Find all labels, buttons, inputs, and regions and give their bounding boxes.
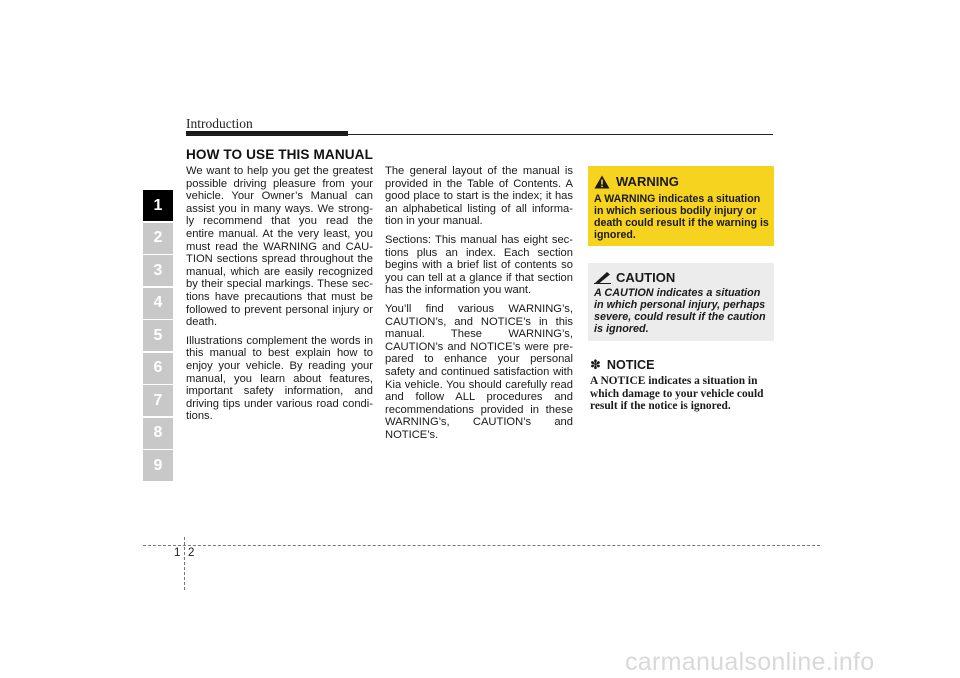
caution-text: A CAUTION indicates a situation in which personal injury, perhaps severe, could result if the caution is ignored. (594, 287, 766, 335)
chapter-tab-7[interactable]: 7 (143, 385, 173, 416)
warning-title: WARNING (616, 174, 679, 189)
page-chapter: 1 (174, 547, 181, 559)
section-title: HOW TO USE THIS MANUAL (186, 147, 373, 162)
paragraph: We want to help you get the greatest possible driving pleasure from your vehicle. Your Owner’s Manual can assist you in many ways. We strong- ly recommend that you read the entire manual. At the very least, you must read the WARNING and CAU- TION sections spread throughout the manual, which are easily recognized by their special markings. These sec- tions have precautions that must be followed to prevent personal injury or death. (186, 165, 373, 329)
chapter-tab-8[interactable]: 8 (143, 418, 173, 449)
notice-text: A NOTICE indicates a situation in which damage to your vehicle could result if the notice is ignored. (590, 375, 764, 413)
pencil-icon (594, 271, 611, 284)
page-number: 2 (188, 547, 195, 559)
footer-rule (143, 545, 820, 546)
paragraph: Illustrations complement the words in this manual to best explain how to enjoy your vehicle. By reading your manual, you learn about features, important safety information, and driving tips under various road condi- tions. (186, 334, 373, 423)
caution-header (594, 270, 675, 285)
warning-triangle-icon (594, 175, 610, 189)
warning-text: A WARNING indicates a situation in which serious bodily injury or death could result if the warning is ignored. (594, 193, 769, 241)
chapter-tab-6[interactable]: 6 (143, 353, 173, 384)
notice-header (590, 357, 654, 373)
paragraph: Sections: This manual has eight sec- tions plus an index. Each section begins with a brief list of contents so you can tell at a glance if that section has the information you want. (385, 233, 573, 297)
warning-box (588, 166, 774, 246)
chapter-tab-4[interactable]: 4 (143, 288, 173, 319)
chapter-tab-5[interactable]: 5 (143, 320, 173, 351)
chapter-tab-9[interactable]: 9 (143, 450, 173, 481)
footer-divider (184, 537, 185, 590)
header-rule (186, 134, 773, 135)
notice-title: NOTICE (606, 358, 655, 372)
paragraph: The general layout of the manual is provided in the Table of Contents. A good place to start is the index; it has an alphabetical listing of all informa- tion in your manual. (385, 165, 573, 228)
text-column-2 (385, 165, 573, 447)
watermark: carmanualsonline.info (625, 648, 875, 676)
notice-icon: ✽ (590, 357, 601, 372)
chapter-tab-2[interactable]: 2 (143, 223, 173, 254)
header-title: Introduction (186, 116, 253, 131)
chapter-tab-1[interactable]: 1 (143, 190, 173, 221)
caution-box (588, 263, 774, 341)
caution-title: CAUTION (616, 270, 676, 285)
paragraph: You’ll find various WARNING’s, CAUTION’s, and NOTICE’s in this manual. These WARNING’s, CAUTION’s and NOTICE’s were pre- pared to enhance your personal safety and continued satisfaction with Kia vehicle. You should carefully read and follow ALL procedures and recommendations provided in these WARNING’s, CAUTION’s and NOTICE’s. (385, 302, 573, 441)
chapter-tab-3[interactable]: 3 (143, 255, 173, 286)
warning-header (594, 174, 679, 189)
text-column-1 (186, 165, 373, 429)
chapter-tabs (143, 190, 173, 483)
